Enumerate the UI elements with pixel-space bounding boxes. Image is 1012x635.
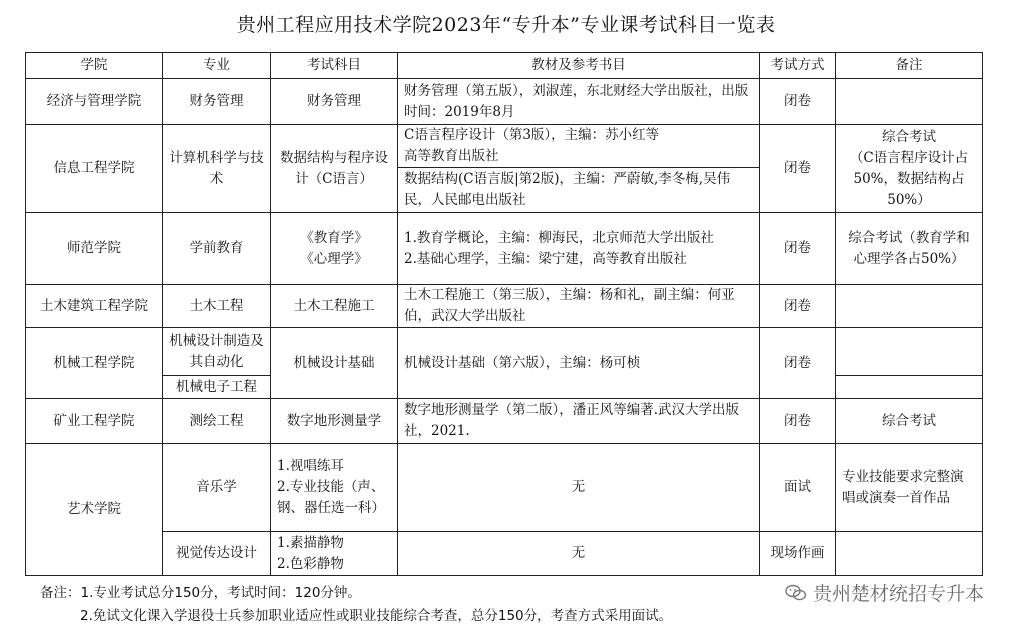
header-note: 备注 — [836, 53, 983, 79]
note-cell — [836, 79, 983, 125]
college-cell: 土木建筑工程学院 — [26, 285, 163, 328]
table-row — [26, 399, 983, 444]
table-row — [26, 213, 983, 285]
major-cell: 计算机科学与技术 — [163, 125, 271, 213]
header-college: 学院 — [26, 53, 163, 79]
book-cell: 数据结构(C语言版|第2版)，主编：严蔚敏,李冬梅,吴伟民，人民邮电出版社 — [398, 168, 760, 213]
book-cell: 土木工程施工（第三版），主编：杨和礼，副主编：何亚伯，武汉大学出版社 — [398, 285, 760, 328]
note-cell: 专业技能要求完整演唱或演奏一首作品 — [836, 444, 983, 532]
major-cell: 机械电子工程 — [163, 376, 271, 399]
watermark — [785, 579, 984, 606]
page-title: 贵州工程应用技术学院2023年“专升本”专业课考试科目一览表 — [236, 14, 776, 36]
note-cell — [836, 328, 983, 376]
college-cell: 艺术学院 — [26, 444, 163, 576]
major-cell: 音乐学 — [163, 444, 271, 532]
book-cell: 数字地形测量学（第二版），潘正风等编著.武汉大学出版社，2021. — [398, 399, 760, 444]
watermark-text: 贵州楚材统招专升本 — [812, 583, 984, 605]
subject-cell: 1.素描静物 2.色彩静物 — [271, 532, 398, 576]
book-cell: C语言程序设计（第3版），主编：苏小红等 高等教育出版社 — [398, 125, 760, 168]
mode-cell: 闭卷 — [760, 213, 836, 285]
subject-cell: 数据结构与程序设计（C语言） — [271, 125, 398, 213]
mode-cell: 闭卷 — [760, 328, 836, 399]
exam-subject-table — [25, 52, 983, 576]
book-cell: 机械设计基础（第六版），主编：杨可桢 — [398, 328, 760, 399]
mode-cell: 闭卷 — [760, 79, 836, 125]
table-row — [26, 125, 983, 168]
header-book: 教材及参考书目 — [398, 53, 760, 79]
note-cell — [836, 285, 983, 328]
book-cell: 无 — [398, 444, 760, 532]
table-row — [26, 79, 983, 125]
header-subject: 考试科目 — [271, 53, 398, 79]
major-cell: 视觉传达设计 — [163, 532, 271, 576]
note-cell: 综合考试 （C语言程序设计占50%，数据结构占50%） — [836, 125, 983, 213]
note-cell — [836, 376, 983, 399]
note-cell: 综合考试（教育学和心理学各占50%） — [836, 213, 983, 285]
book-cell: 1.教育学概论，主编：柳海民，北京师范大学出版社 2.基础心理学，主编：梁宁建，高等教育出版社 — [398, 213, 760, 285]
note-cell — [836, 532, 983, 576]
subject-cell: 机械设计基础 — [271, 328, 398, 399]
mode-cell: 闭卷 — [760, 125, 836, 213]
college-cell: 师范学院 — [26, 213, 163, 285]
major-cell: 测绘工程 — [163, 399, 271, 444]
table-header-row — [26, 53, 983, 79]
mode-cell: 现场作画 — [760, 532, 836, 576]
header-major: 专业 — [163, 53, 271, 79]
footnote-2: 2.免试文化课入学退役士兵参加职业适应性或职业技能综合考查，总分150分，考查方式采用面试。 — [80, 608, 673, 624]
table-row — [26, 532, 983, 576]
subject-cell: 数字地形测量学 — [271, 399, 398, 444]
subject-cell: 《教育学》 《心理学》 — [271, 213, 398, 285]
college-cell: 信息工程学院 — [26, 125, 163, 213]
college-cell: 矿业工程学院 — [26, 399, 163, 444]
subject-cell: 1.视唱练耳 2.专业技能（声、钢、器任选一科） — [271, 444, 398, 532]
table-row — [26, 444, 983, 532]
major-cell: 土木工程 — [163, 285, 271, 328]
mode-cell: 闭卷 — [760, 285, 836, 328]
mode-cell: 闭卷 — [760, 399, 836, 444]
note-cell: 综合考试 — [836, 399, 983, 444]
table-row — [26, 285, 983, 328]
footnote-1: 备注：1.专业考试总分150分，考试时间：120分钟。 — [40, 585, 361, 601]
wechat-icon — [785, 584, 807, 602]
book-cell: 财务管理（第五版），刘淑莲，东北财经大学出版社，出版时间：2019年8月 — [398, 79, 760, 125]
subject-cell: 土木工程施工 — [271, 285, 398, 328]
header-mode: 考试方式 — [760, 53, 836, 79]
college-cell: 机械工程学院 — [26, 328, 163, 399]
mode-cell: 面试 — [760, 444, 836, 532]
major-cell: 财务管理 — [163, 79, 271, 125]
subject-cell: 财务管理 — [271, 79, 398, 125]
table-row — [26, 328, 983, 376]
college-cell: 经济与管理学院 — [26, 79, 163, 125]
major-cell: 机械设计制造及其自动化 — [163, 328, 271, 376]
major-cell: 学前教育 — [163, 213, 271, 285]
book-cell: 无 — [398, 532, 760, 576]
